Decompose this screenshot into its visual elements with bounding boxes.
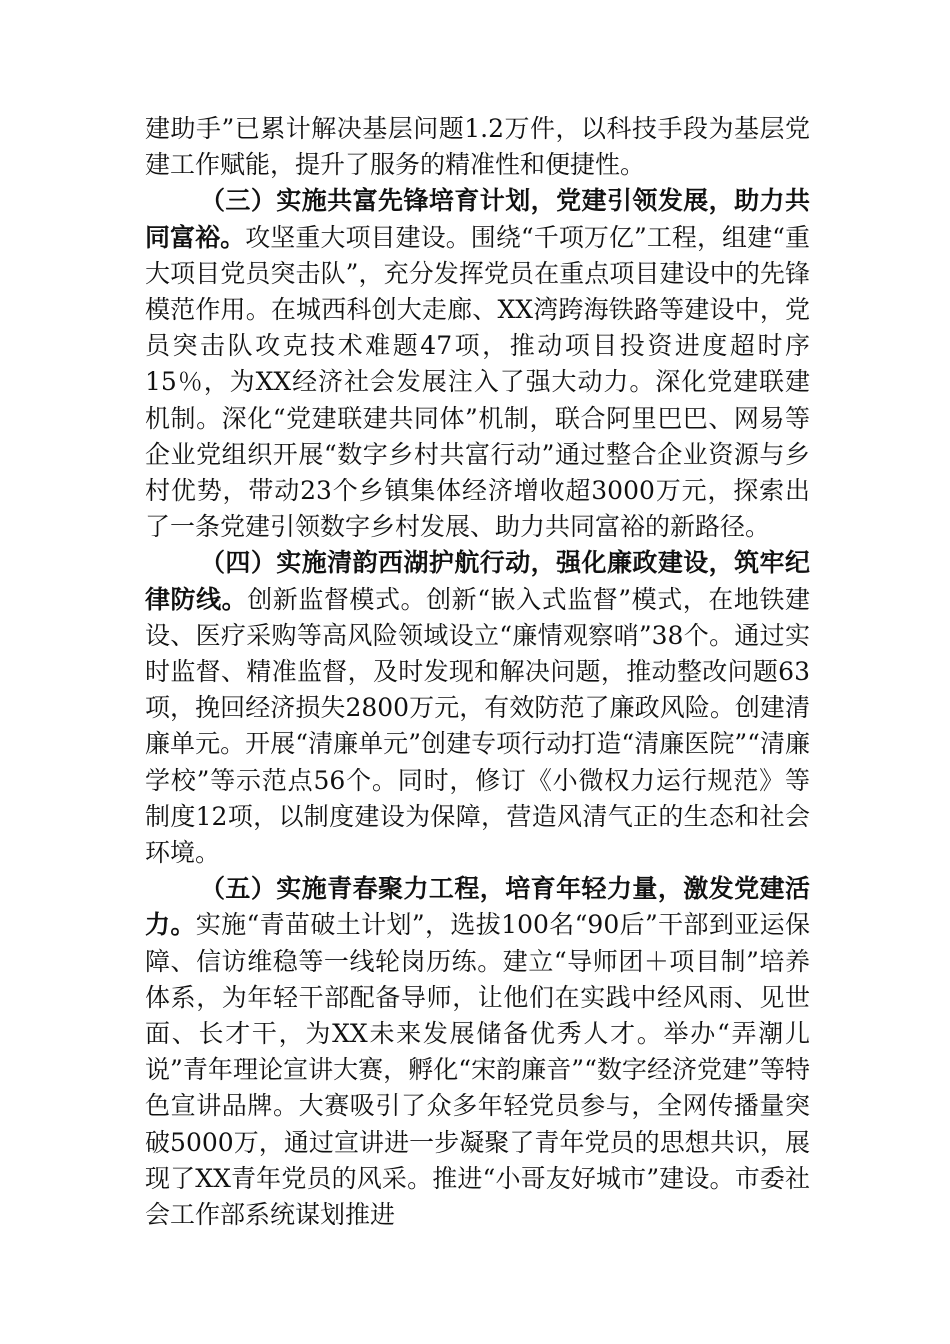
paragraph-section-4: [145, 545, 810, 871]
document-page: [145, 111, 810, 1233]
paragraph-body: 攻坚重大项目建设。围绕“千项万亿”工程，组建“重大项目党员突击队”，充分发挥党员在重点项目建设中的先锋模范作用。在城西科创大走廊、XX湾跨海铁路等建设中，党员突击队攻克技术难题47项，推动项目投资进度超时序15％，为XX经济社会发展注入了强大动力。深化党建联建机制。深化“党建联建共同体”机制，联合阿里巴巴、网易等企业党组织开展“数字乡村共富行动”通过整合企业资源与乡村优势，带动23个乡镇集体经济增收超3000万元，探索出了一条党建引领数字乡村发展、助力共同富裕的新路径。: [145, 222, 810, 542]
paragraph-continuation: [145, 111, 810, 183]
paragraph-body: 创新监督模式。创新“嵌入式监督”模式，在地铁建设、医疗采购等高风险领域设立“廉情观察哨”38个。通过实时监督、精准监督，及时发现和解决问题，推动整改问题63项，挽回经济损失2800万元，有效防范了廉政风险。创建清廉单元。开展“清廉单元”创建专项行动打造“清廉医院”“清廉学校”等示范点56个。同时，修订《小微权力运行规范》等制度12项，以制度建设为保障，营造风清气正的生态和社会环境。: [145, 584, 810, 868]
section-heading: （四）实施清韵西湖护航行动，强化廉政建设，筑牢纪律防线。: [145, 548, 810, 614]
paragraph-body: 实施“青苗破土计划”，选拔100名“90后”干部到亚运保障、信访维稳等一线轮岗历练。建立“导师团＋项目制”培养体系，为年轻干部配备导师，让他们在实践中经风雨、见世面、长才干，为XX未来发展储备优秀人才。举办“弄潮儿说”青年理论宣讲大赛，孵化“宋韵廉音”“数字经济党建”等特色宣讲品牌。大赛吸引了众多年轻党员参与，全网传播量突破5000万，通过宣讲进一步凝聚了青年党员的思想共识，展现了XX青年党员的风采。推进“小哥友好城市”建设。市委社会工作部系统谋划推进: [145, 910, 810, 1230]
section-heading: （五）实施青春聚力工程，培育年轻力量，激发党建活力。: [145, 874, 810, 940]
section-heading: （三）实施共富先锋培育计划，党建引领发展，助力共同富裕。: [145, 186, 810, 252]
paragraph-body: 建助手”已累计解决基层问题1.2万件，以科技手段为基层党建工作赋能，提升了服务的精准性和便捷性。: [145, 114, 810, 180]
paragraph-section-3: [145, 183, 810, 545]
paragraph-section-5: [145, 871, 810, 1233]
